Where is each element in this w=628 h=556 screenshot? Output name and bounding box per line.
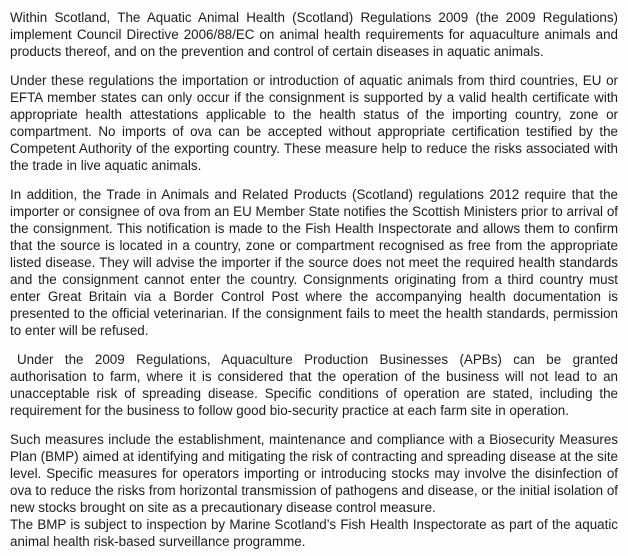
paragraph-trade-notification: In addition, the Trade in Animals and Related Products (Scotland) regulations 2012 require that the importer or consignee of ova from an EU Member State notifies the Scottish Ministers prior to arrival of the consignment. This notification is made to the Fish Health Inspectorate and allows them to confirm that the source is located in a country, zone or compartment recognised as free from the appropriate listed disease. They will advise the importer if the source does not meet the required health standards and the consignment cannot enter the country. Consignments originating from a third country must enter Great Britain via a Border Control Post where the accompanying health documentation is presented to the official veterinarian. If the consignment fails to meet the health standards, permission to enter will be refused. xyxy=(10,187,618,338)
paragraph-bmp-inspection: The BMP is subject to inspection by Marine Scotland’s Fish Health Inspectorate as part of the aquatic animal health risk-based surveillance programme. xyxy=(10,517,618,549)
paragraph-import-requirements: Under these regulations the importation or introduction of aquatic animals from third countries, EU or EFTA member states can only occur if the consignment is supported by a valid health certificate with appropriate health attestations applicable to the health status of the importing country, zone or compartment. No imports of ova can be accepted without appropriate certification testified by the Competent Authority of the exporting country. These measure help to reduce the risks associated with the trade in live aquatic animals. xyxy=(10,73,618,173)
paragraph-biosecurity-measures: Such measures include the establishment, maintenance and compliance with a Biosecurity Measures Plan (BMP) aimed at identifying and mitigating the risk of contracting and spreading disease at the site level. Specific measures for operators importing or introducing stocks may involve the disinfection of ova to reduce the risks from horizontal transmission of pathogens and disease, or the initial isolation of new stocks brought on site as a precautionary disease control measure. xyxy=(10,432,618,515)
paragraph-regulations-intro: Within Scotland, The Aquatic Animal Health (Scotland) Regulations 2009 (the 2009 Regulations) implement Council Directive 2006/88/EC on animal health requirements for aquaculture animals and products thereof, and on the prevention and control of certain diseases in aquatic animals. xyxy=(10,10,618,59)
paragraph-apb-authorisation: Under the 2009 Regulations, Aquaculture Production Businesses (APBs) can be granted authorisation to farm, where it is considered that the operation of the business will not lead to an unacceptable risk of spreading disease. Specific conditions of operation are stated, including the requirement for the business to follow good bio-security practice at each farm site in operation. xyxy=(10,352,618,418)
